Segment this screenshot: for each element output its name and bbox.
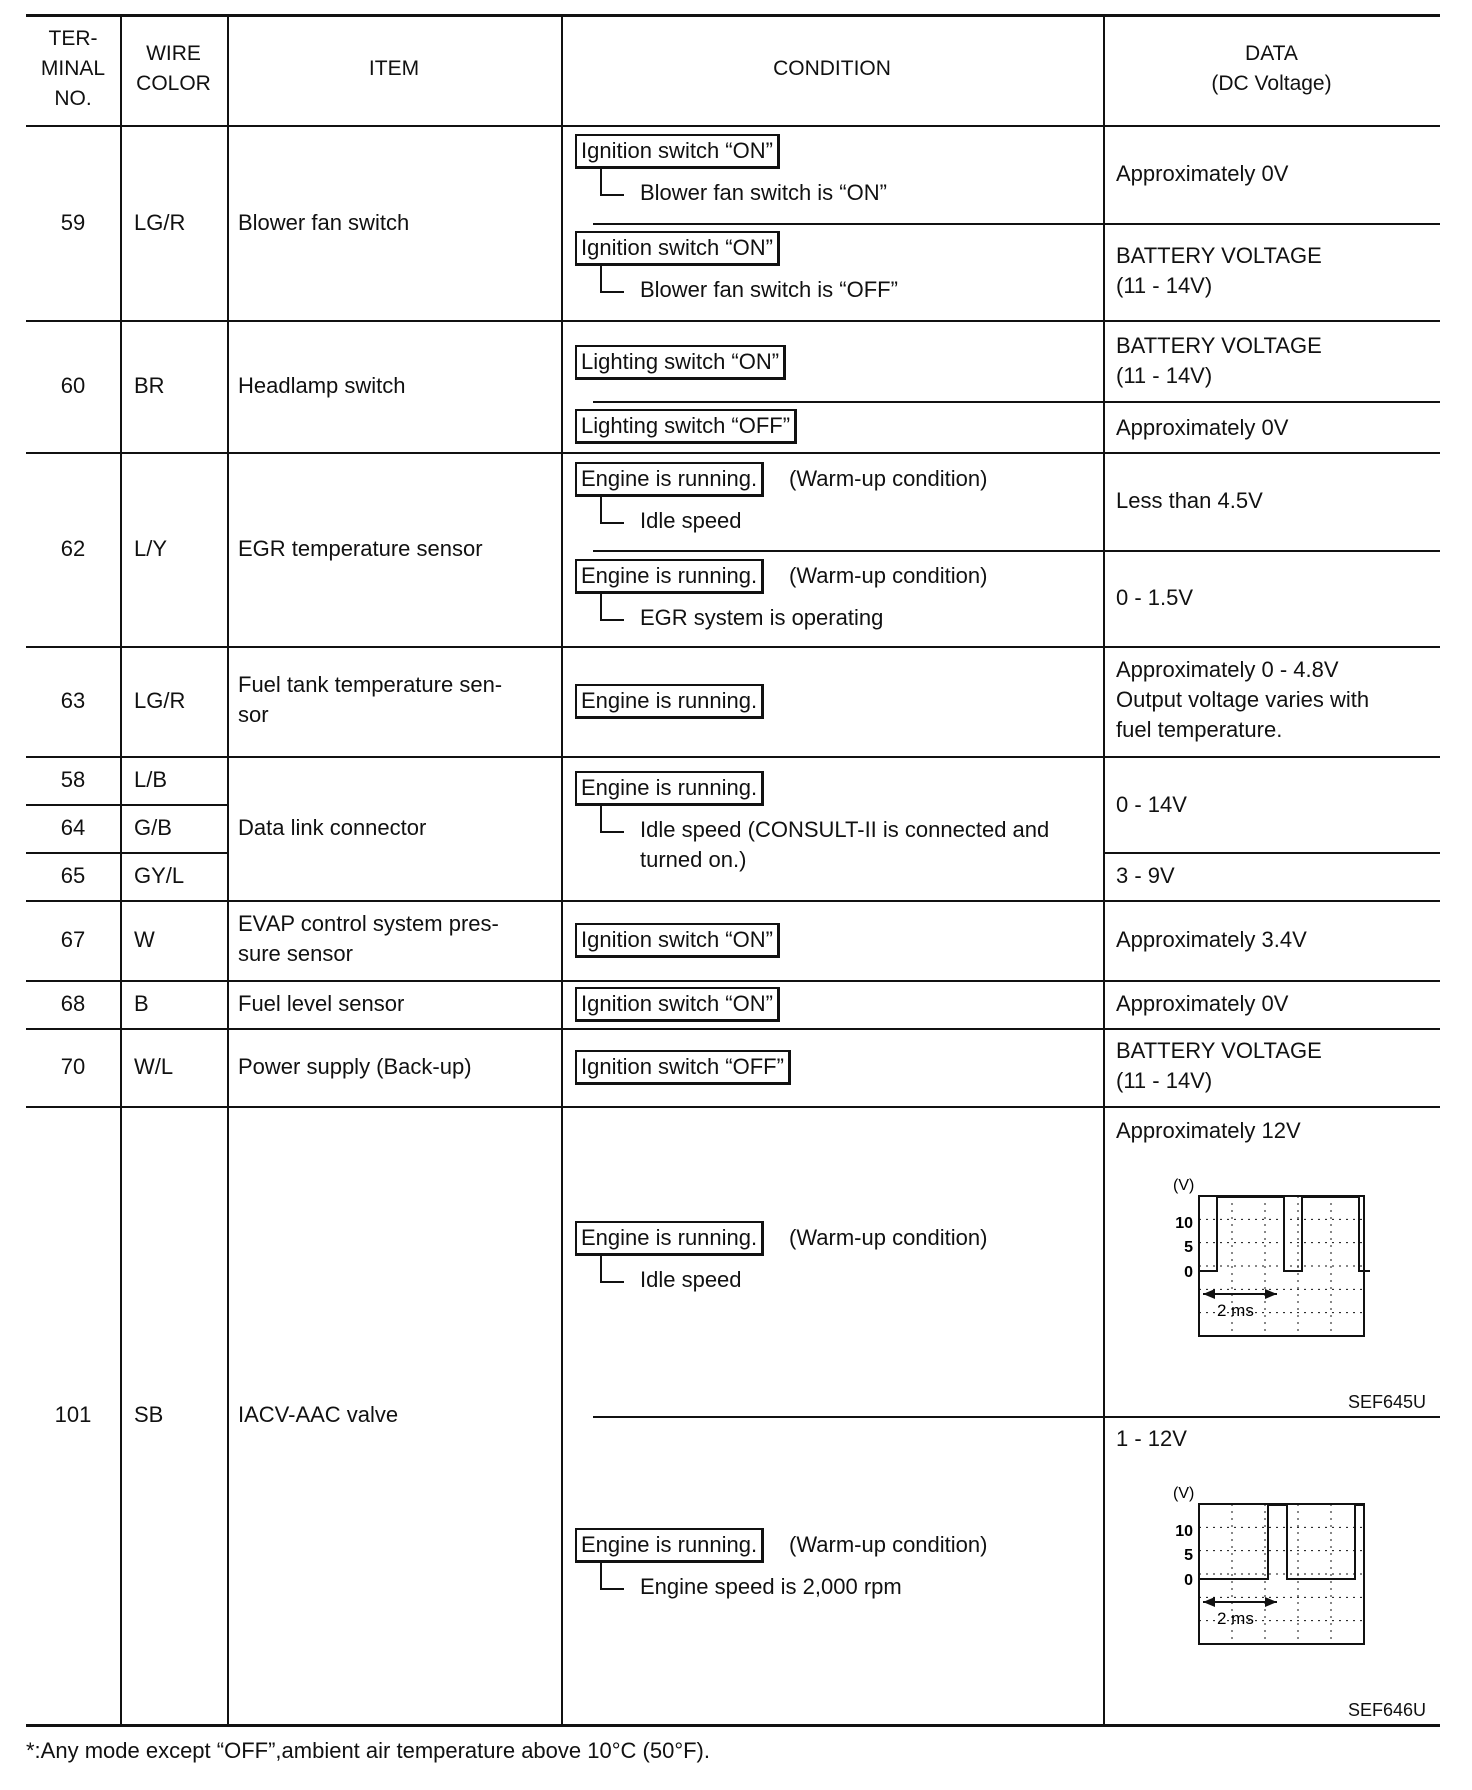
data-68: Approximately 0V — [1116, 991, 1289, 1016]
rule-header-bottom — [26, 125, 1440, 127]
scope-arrow-right — [1265, 1289, 1277, 1299]
rule-data-link-split — [1103, 852, 1440, 854]
cond-sub-59-2: Blower fan switch is “OFF” — [640, 277, 898, 302]
terminal-table — [26, 14, 1440, 1726]
data-101-1: Approximately 12V — [1116, 1118, 1301, 1143]
data-60-1: BATTERY VOLTAGE (11 - 14V) — [1116, 333, 1322, 388]
wire-62: L/Y — [134, 536, 168, 561]
scope-waveform — [1199, 1505, 1363, 1579]
data-63: Approximately 0 - 4.8V Output voltage varies with fuel temperature. — [1116, 657, 1370, 742]
data-59-1: Approximately 0V — [1116, 161, 1289, 186]
wire-65: GY/L — [134, 863, 185, 888]
footnote: *:Any mode except “OFF”,ambient air temperature above 10°C (50°F). — [26, 1738, 710, 1763]
cond-box-data-link: Engine is running. — [575, 771, 764, 806]
terminal-67: 67 — [60, 927, 86, 952]
ref-sef645u: SEF645U — [1348, 1392, 1427, 1412]
rule-bottom — [26, 1724, 1440, 1727]
data-60-2: Approximately 0V — [1116, 415, 1289, 440]
cond-sub-101-2: Engine speed is 2,000 rpm — [640, 1574, 902, 1599]
cond-extra-101-1: (Warm-up condition) — [789, 1225, 988, 1250]
scope-arrow-right — [1265, 1597, 1277, 1607]
rule-col-2 — [227, 14, 229, 1726]
scope-tick-0: 0 — [1184, 1264, 1193, 1281]
item-68: Fuel level sensor — [238, 991, 405, 1016]
scope-tick-10: 10 — [1175, 1523, 1193, 1540]
cond-box-60-1: Lighting switch “ON” — [575, 345, 786, 380]
tree-62-2 — [600, 592, 624, 621]
data-62-1: Less than 4.5V — [1116, 488, 1263, 513]
cond-sub-data-link: Idle speed (CONSULT-II is connected and turned on.) — [640, 817, 1050, 872]
cond-box-101-2: Engine is running. — [575, 1528, 764, 1563]
cond-box-68: Ignition switch “ON” — [575, 987, 780, 1022]
item-70: Power supply (Back-up) — [238, 1054, 472, 1079]
wire-60: BR — [134, 373, 165, 398]
cond-box-59-2: Ignition switch “ON” — [575, 231, 780, 266]
cond-sub-59-1: Blower fan switch is “ON” — [640, 180, 887, 205]
data-59-2: BATTERY VOLTAGE (11 - 14V) — [1116, 243, 1322, 298]
tree-59-1 — [600, 167, 624, 196]
cond-box-67: Ignition switch “ON” — [575, 923, 780, 958]
header-data: DATA (DC Voltage) — [1211, 42, 1332, 95]
terminal-63: 63 — [60, 688, 86, 713]
wire-58: L/B — [134, 767, 168, 792]
cond-box-70: Ignition switch “OFF” — [575, 1050, 791, 1085]
rule-col-4 — [1103, 14, 1105, 1726]
cond-sub-101-1: Idle speed — [640, 1267, 742, 1292]
scope-time-label: 2 ms — [1217, 1609, 1254, 1628]
scope-tick-0: 0 — [1184, 1572, 1193, 1589]
rule-60-split — [593, 401, 1440, 403]
header-condition: CONDITION — [773, 57, 891, 80]
header-wire-color: WIRE COLOR — [136, 42, 211, 95]
wire-64: G/B — [134, 815, 172, 840]
tree-59-2 — [600, 264, 624, 293]
scope-arrow-left — [1203, 1289, 1215, 1299]
wire-67: W — [134, 927, 155, 952]
ref-sef646u: SEF646U — [1348, 1700, 1427, 1720]
item-60: Headlamp switch — [238, 373, 406, 398]
cond-box-101-1: Engine is running. — [575, 1221, 764, 1256]
rule-62-split — [593, 550, 1440, 552]
wire-59: LG/R — [134, 210, 186, 235]
item-63: Fuel tank temperature sen- sor — [238, 672, 503, 727]
scope-2000rpm — [1131, 1462, 1371, 1652]
wire-68: B — [134, 991, 149, 1016]
cond-extra-101-2: (Warm-up condition) — [789, 1532, 988, 1557]
terminal-101: 101 — [54, 1402, 92, 1427]
rule-col-3 — [561, 14, 563, 1726]
data-data-link-1: 0 - 14V — [1116, 792, 1187, 817]
rule-59-bottom — [26, 320, 1440, 322]
terminal-58: 58 — [60, 767, 86, 792]
rule-64-65 — [26, 852, 227, 854]
scope-tick-10: 10 — [1175, 1215, 1193, 1232]
cond-box-59-1: Ignition switch “ON” — [575, 134, 780, 169]
rule-col-1 — [120, 14, 122, 1726]
data-101-2: 1 - 12V — [1116, 1426, 1187, 1451]
rule-67-bottom — [26, 980, 1440, 982]
cond-box-63: Engine is running. — [575, 684, 764, 719]
rule-70-bottom — [26, 1106, 1440, 1108]
terminal-65: 65 — [60, 863, 86, 888]
terminal-62: 62 — [60, 536, 86, 561]
rule-62-bottom — [26, 646, 1440, 648]
data-data-link-2: 3 - 9V — [1116, 863, 1175, 888]
item-101: IACV-AAC valve — [238, 1402, 399, 1427]
terminal-64: 64 — [60, 815, 86, 840]
cond-sub-62-2: EGR system is operating — [640, 605, 884, 630]
data-62-2: 0 - 1.5V — [1116, 585, 1194, 610]
cond-sub-62-1: Idle speed — [640, 508, 742, 533]
cond-box-62-2: Engine is running. — [575, 559, 764, 594]
rule-top — [26, 14, 1440, 17]
header-terminal: TER- MINAL NO. — [40, 27, 106, 110]
item-67: EVAP control system pres- sure sensor — [238, 911, 499, 966]
scope-unit-label: (V) — [1173, 1485, 1195, 1502]
item-data-link: Data link connector — [238, 815, 427, 840]
rule-65-bottom — [26, 900, 1440, 902]
terminal-60: 60 — [60, 373, 86, 398]
cond-extra-62-1: (Warm-up condition) — [789, 466, 988, 491]
rule-68-bottom — [26, 1028, 1440, 1030]
terminal-70: 70 — [60, 1054, 86, 1079]
scope-time-label: 2 ms — [1217, 1301, 1254, 1320]
cond-box-60-2: Lighting switch “OFF” — [575, 409, 797, 444]
tree-101-2 — [600, 1561, 624, 1590]
tree-62-1 — [600, 495, 624, 524]
wire-101: SB — [134, 1402, 164, 1427]
tree-data-link — [600, 804, 624, 833]
rule-101-split — [593, 1416, 1440, 1418]
rule-58-64 — [26, 804, 227, 806]
wire-63: LG/R — [134, 688, 186, 713]
header-item: ITEM — [368, 57, 420, 80]
scope-unit-label: (V) — [1173, 1177, 1195, 1194]
data-67: Approximately 3.4V — [1116, 927, 1307, 952]
scope-tick-5: 5 — [1184, 1547, 1193, 1564]
wire-70: W/L — [134, 1054, 174, 1079]
scope-idle — [1131, 1154, 1371, 1344]
scope-tick-5: 5 — [1184, 1239, 1193, 1256]
tree-101-1 — [600, 1254, 624, 1283]
scope-arrow-left — [1203, 1597, 1215, 1607]
rule-63-bottom — [26, 756, 1440, 758]
rule-59-split — [593, 223, 1440, 225]
cond-box-62-1: Engine is running. — [575, 462, 764, 497]
item-59: Blower fan switch — [238, 210, 410, 235]
terminal-68: 68 — [60, 991, 86, 1016]
data-70: BATTERY VOLTAGE (11 - 14V) — [1116, 1038, 1322, 1093]
item-62: EGR temperature sensor — [238, 536, 483, 561]
cond-extra-62-2: (Warm-up condition) — [789, 563, 988, 588]
rule-60-bottom — [26, 452, 1440, 454]
terminal-59: 59 — [60, 210, 86, 235]
scope-waveform — [1199, 1197, 1370, 1271]
